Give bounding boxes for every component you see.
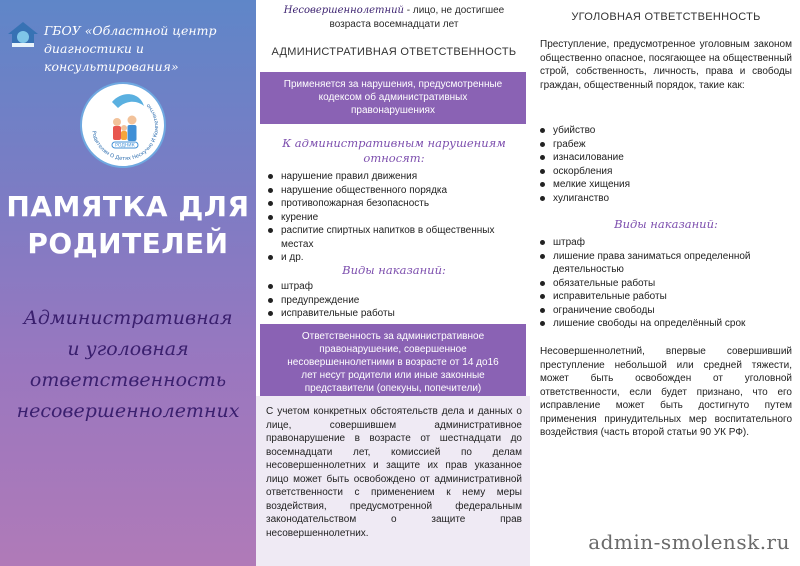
- list-item: лишение права заниматься определенной деятельностью: [536, 250, 792, 277]
- admin-penalties-heading: Виды наказаний:: [342, 263, 446, 277]
- criminal-penalties-list: [536, 236, 792, 331]
- definition-term: Несовершеннолетний: [283, 5, 404, 16]
- cover-subtitle-line: и уголовная: [67, 338, 189, 360]
- minor-definition: [266, 4, 522, 32]
- administrative-column: [256, 0, 530, 566]
- admin-penalties-list: [264, 280, 522, 321]
- list-item: курение: [264, 211, 522, 225]
- list-item: ограничение свободы: [536, 304, 792, 318]
- list-item: исправительные работы: [264, 307, 522, 321]
- rodnik-logo: [80, 82, 166, 168]
- list-item: штраф: [536, 236, 792, 250]
- list-item: штраф: [264, 280, 522, 294]
- cover-subtitle-line: несовершеннолетних: [16, 400, 240, 422]
- criminal-heading: УГОЛОВНАЯ ОТВЕТСТВЕННОСТЬ: [571, 11, 761, 23]
- criminal-penalties-heading: Виды наказаний:: [614, 217, 718, 231]
- admin-release-paragraph: С учетом конкретных обстоятельств дела и данных о лице, совершившем административное правонарушение в возрасте от шестнадцати до восемнадцати лет, комиссией по делам несовершеннолетних и защите их прав указанное лицо может быть освобождено от административной ответственности с применением к нему меры воздействия, предусмотренной федеральным законодательством о защите прав несовершеннолетних.: [266, 406, 522, 539]
- cover-title-line-2: РОДИТЕЛЕЙ: [27, 227, 229, 260]
- violations-list: [264, 170, 522, 265]
- list-item: хулиганство: [536, 192, 792, 206]
- criminal-column: [530, 0, 800, 566]
- logo-ring-text: Родителям О Детях Нескучно И Компетентно: [90, 102, 161, 163]
- left-cover-panel: [0, 0, 256, 566]
- cover-subtitle-line: Административная: [23, 307, 233, 329]
- list-item: предупреждение: [264, 294, 522, 308]
- list-item: мелкие хищения: [536, 178, 792, 192]
- list-item: исправительные работы: [536, 290, 792, 304]
- list-item: лишение свободы на определённый срок: [536, 317, 792, 331]
- criminal-release-paragraph: Несовершеннолетний, впервые совершивший преступление небольшой или средней тяжести, может быть освобожден от уголовной ответственности, если будет признано, что его исправление может быть достигнуто путем применения принудительных мер воспитательного воздействия (часть второй статьи 90 УК РФ).: [540, 346, 792, 438]
- cover-title: [0, 188, 256, 262]
- crimes-list: [536, 124, 792, 205]
- site-watermark: admin-smolensk.ru: [588, 530, 790, 554]
- parents-responsibility-band: Ответственность за административное правонарушение, совершенное несовершеннолетними в возрасте от 14 до16 лет несут родители или иные законные представители (опекуны, попечители): [260, 324, 526, 396]
- logo-badge-text: РОДНИК: [115, 143, 135, 149]
- org-name: ГБОУ «Областной центр диагностики и консультирования»: [44, 23, 217, 74]
- violations-heading: К административным нарушениям относят:: [282, 136, 506, 165]
- rodnik-logo-graphic: [82, 84, 166, 168]
- admin-heading: АДМИНИСТРАТИВНАЯ ОТВЕТСТВЕННОСТЬ: [271, 46, 517, 58]
- list-item: оскорбления: [536, 165, 792, 179]
- list-item: грабеж: [536, 138, 792, 152]
- admin-definition-band: Применяется за нарушения, предусмотренные кодексом об административных правонарушениях: [260, 72, 526, 124]
- list-item: распитие спиртных напитков в общественных местах: [264, 224, 522, 251]
- list-item: и др.: [264, 251, 522, 265]
- list-item: противопожарная безопасность: [264, 197, 522, 211]
- cover-subtitle-line: ответственность: [29, 369, 227, 391]
- list-item: нарушение правил движения: [264, 170, 522, 184]
- cover-subtitle: [0, 303, 256, 427]
- org-logo: [6, 20, 40, 50]
- cover-title-line-1: ПАМЯТКА ДЛЯ: [6, 190, 250, 223]
- list-item: нарушение общественного порядка: [264, 184, 522, 198]
- list-item: убийство: [536, 124, 792, 138]
- list-item: обязательные работы: [536, 277, 792, 291]
- list-item: изнасилование: [536, 151, 792, 165]
- definition-text: - лицо, не достигшее возраста восемнадцати лет: [329, 5, 505, 30]
- criminal-intro: Преступление, предусмотренное уголовным законом общественно опасное, посягающее на общественный строй, собственность, личность, права и свободы граждан, общественный порядок, такие как:: [540, 39, 792, 91]
